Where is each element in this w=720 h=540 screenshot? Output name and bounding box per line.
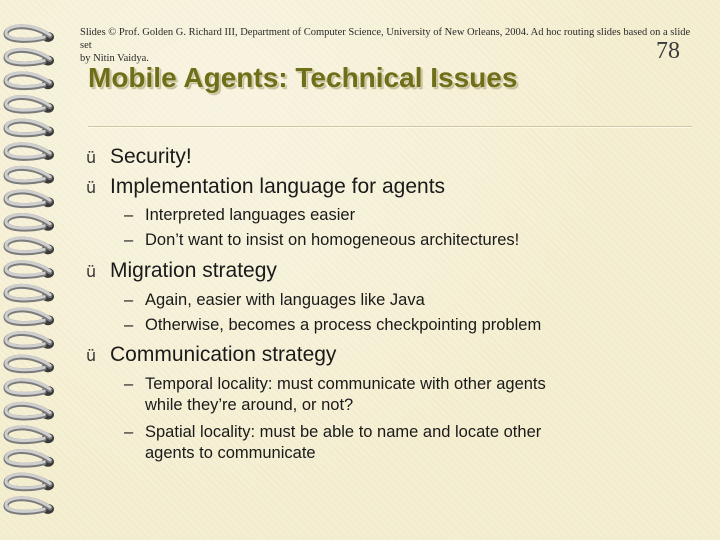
- bullet-implementation-language: [86, 175, 445, 199]
- dash-marker: –: [124, 375, 134, 393]
- subitem-temporal-locality: [124, 374, 546, 416]
- checkmark-icon: ü: [86, 178, 97, 197]
- subitem-text: Again, easier with languages like Java: [145, 291, 425, 309]
- dash-marker: –: [124, 206, 134, 224]
- bullet-communication-strategy: [86, 343, 336, 367]
- subitem-text: Otherwise, becomes a process checkpointing problem: [145, 316, 542, 334]
- page-number: 78: [656, 38, 680, 64]
- bullet-text: Implementation language for agents: [110, 175, 446, 198]
- dash-marker: –: [124, 231, 134, 249]
- slide-credit: [80, 26, 692, 65]
- bullet-text: Migration strategy: [110, 259, 277, 282]
- title-divider: [88, 126, 692, 128]
- dash-marker: –: [124, 291, 134, 309]
- subitem-java: [124, 290, 425, 311]
- checkmark-icon: ü: [86, 148, 97, 167]
- dash-marker: –: [124, 316, 134, 334]
- bullet-migration-strategy: [86, 259, 277, 283]
- checkmark-icon: ü: [86, 346, 97, 365]
- subitem-checkpointing: [124, 315, 541, 336]
- subitem-text: Interpreted languages easier: [145, 206, 356, 224]
- credit-line-1: Slides © Prof. Golden G. Richard III, Department of Computer Science, University of New Orleans, 2004. Ad hoc routing slides based on a slide set: [80, 27, 691, 51]
- subitem-interpreted-languages: [124, 205, 355, 226]
- spiral-binding: [0, 0, 80, 540]
- subitem-homogeneous-architectures: [124, 230, 519, 251]
- subitem-text-line-2: while they’re around, or not?: [145, 396, 354, 414]
- dash-marker: –: [124, 423, 134, 441]
- bullet-text: Security!: [110, 145, 192, 168]
- subitem-spatial-locality: [124, 422, 541, 464]
- credit-line-2: by Nitin Vaidya.: [80, 53, 149, 64]
- bullet-security: [86, 145, 192, 169]
- subitem-text-line-2: agents to communicate: [145, 444, 316, 462]
- checkmark-icon: ü: [86, 262, 97, 281]
- bullet-text: Communication strategy: [110, 343, 337, 366]
- subitem-text-line-1: Temporal locality: must communicate with other agents: [145, 375, 546, 393]
- subitem-text-line-1: Spatial locality: must be able to name and locate other: [145, 423, 542, 441]
- subitem-text: Don’t want to insist on homogeneous architectures!: [145, 231, 520, 249]
- slide-title: Mobile Agents: Technical Issues: [88, 62, 518, 93]
